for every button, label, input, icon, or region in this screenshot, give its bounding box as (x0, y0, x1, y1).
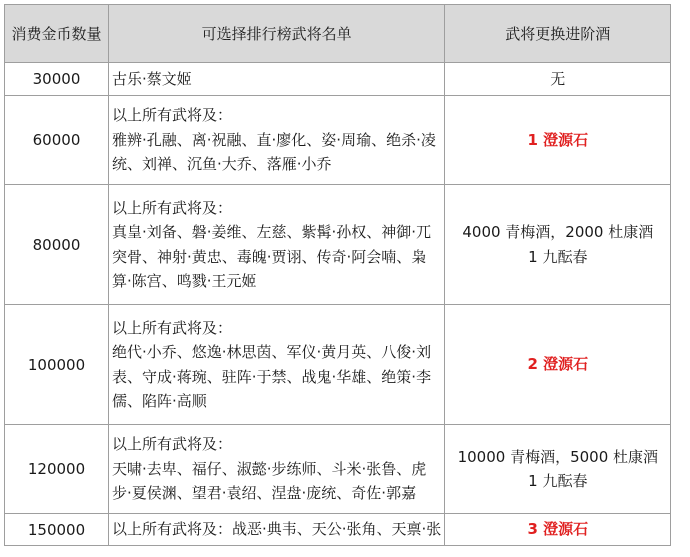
names-line: 以上所有武将及： (112, 435, 233, 454)
table-row (5, 514, 671, 546)
wine-reward: 无 (550, 69, 566, 88)
stone-reward: 3 澄源石 (527, 520, 589, 539)
wine-reward: 1 九酝春 (528, 247, 588, 266)
amount-cell: 80000 (5, 185, 109, 305)
names-cell (109, 96, 445, 185)
names-line: 雅辨·孔融、离·祝融、直·廖化、姿·周瑜、绝杀·凌 (112, 130, 436, 149)
header-amount: 消费金币数量 (5, 5, 109, 63)
reward-cell (445, 514, 671, 546)
table-row (5, 96, 671, 185)
amount-cell: 100000 (5, 305, 109, 425)
stone-reward: 1 澄源石 (527, 130, 589, 149)
amount-cell: 60000 (5, 96, 109, 185)
names-cell (109, 63, 445, 96)
names-line: 绝代·小乔、悠逸·林思茵、军仪·黄月英、八俊·刘 (112, 343, 432, 361)
wine-reward: 1 九酝春 (528, 472, 588, 490)
table-row (5, 425, 671, 514)
names-line: 以上所有武将及： (112, 106, 233, 125)
names-line: 以上所有武将及：战恶·典韦、天公·张角、天禀·张 (112, 520, 442, 539)
wine-reward: 10000 青梅酒，5000 杜康酒 (457, 447, 659, 466)
header-row (5, 5, 671, 63)
general-exchange-table (4, 4, 671, 546)
table-row (5, 185, 671, 305)
names-line: 突骨、神射·黄忠、毒魄·贾诩、传奇·阿会喃、枭 (112, 247, 427, 266)
names-line: 古乐·蔡文姬 (112, 69, 192, 88)
stone-reward: 2 澄源石 (527, 355, 589, 374)
names-cell (109, 305, 445, 425)
header-reward: 武将更换进阶酒 (445, 5, 671, 63)
names-line: 以上所有武将及： (112, 198, 233, 217)
names-cell (109, 425, 445, 514)
reward-cell (445, 425, 671, 514)
header-names: 可选择排行榜武将名单 (109, 5, 445, 63)
reward-cell (445, 96, 671, 185)
table-row (5, 63, 671, 96)
wine-reward: 4000 青梅酒，2000 杜康酒 (462, 223, 654, 241)
amount-cell: 120000 (5, 425, 109, 514)
names-line: 算·陈宫、鸣戮·王元姬 (112, 272, 257, 290)
reward-cell (445, 63, 671, 96)
names-line: 儒、陷阵·高顺 (112, 392, 207, 410)
names-line: 表、守成·蒋琬、驻阵·于禁、战鬼·华雄、绝策·李 (112, 367, 432, 386)
names-line: 天啸·去卑、福仔、淑懿·步练师、斗米·张鲁、虎 (112, 459, 427, 478)
reward-cell (445, 305, 671, 425)
names-cell (109, 514, 445, 546)
amount-cell: 150000 (5, 514, 109, 546)
names-cell (109, 185, 445, 305)
amount-cell: 30000 (5, 63, 109, 96)
reward-cell (445, 185, 671, 305)
names-line: 以上所有武将及： (112, 318, 233, 337)
names-line: 真皇·刘备、磐·姜维、左慈、紫髯·孙权、神御·兀 (112, 223, 432, 241)
table-row (5, 305, 671, 425)
names-line: 步·夏侯渊、望君·袁绍、涅盘·庞统、奇佐·郭嘉 (112, 484, 417, 503)
names-line: 统、刘禅、沉鱼·大乔、落雁·小乔 (112, 155, 332, 174)
table-body (5, 63, 671, 546)
